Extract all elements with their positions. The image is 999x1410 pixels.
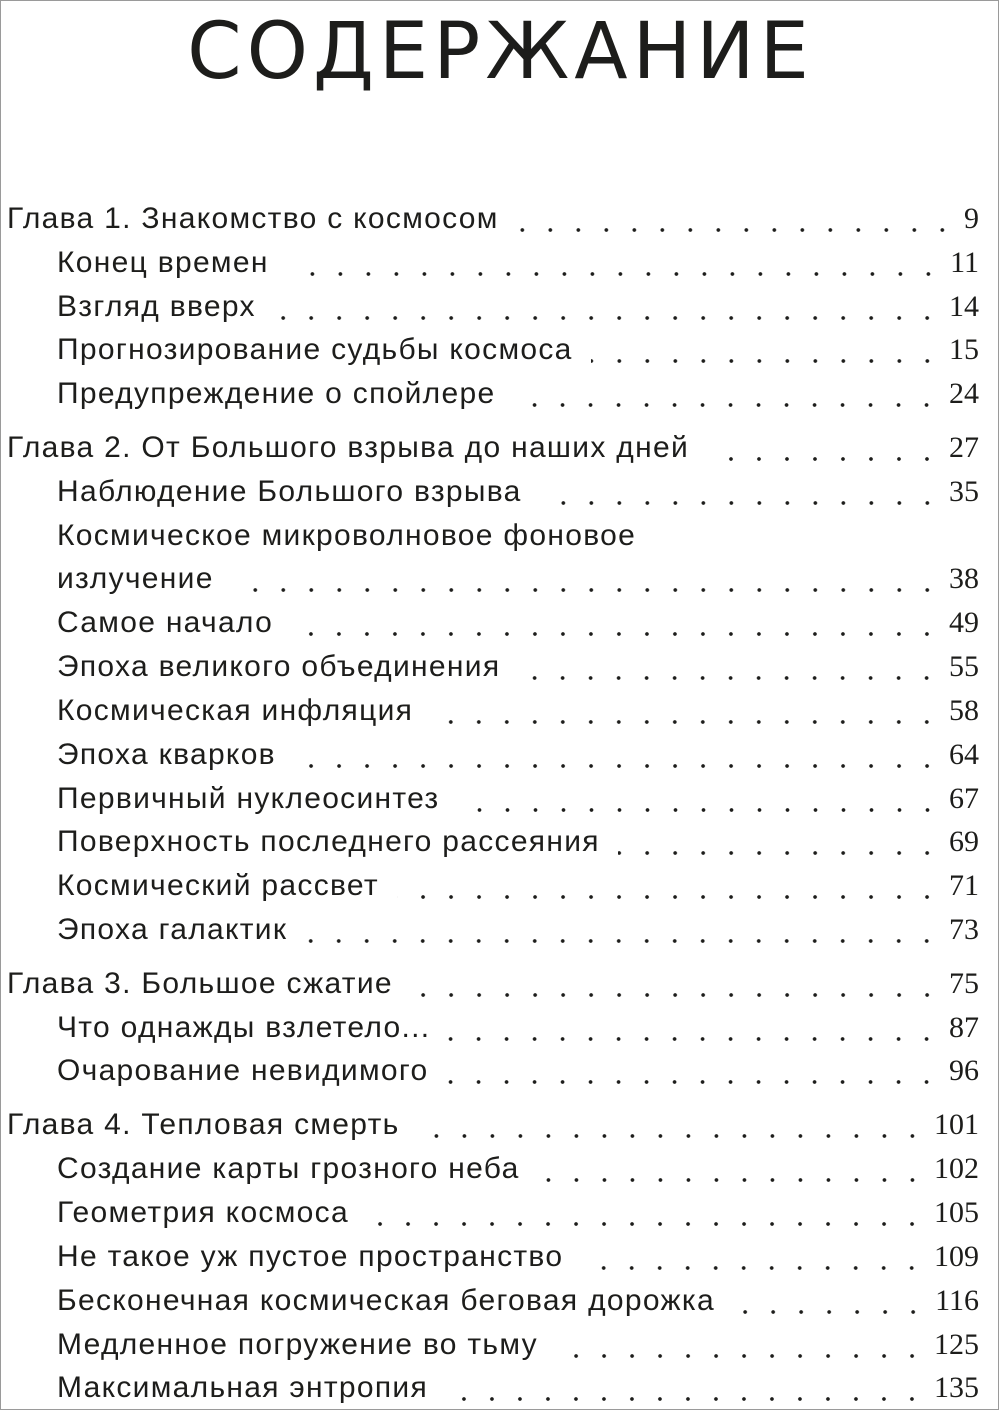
toc-page-number: 96 [949, 1054, 979, 1087]
toc-page-number: 38 [949, 562, 979, 595]
page-title: СОДЕРЖАНИЕ [187, 7, 814, 97]
toc-entry-title: Глава 3. Большое сжатие [7, 967, 393, 1000]
toc-page-number: 135 [934, 1371, 979, 1404]
dot-leader [448, 1008, 941, 1048]
toc-entry-title: Эпоха великого объединения [57, 650, 501, 683]
toc-page-number: 49 [949, 606, 979, 639]
toc-chapter[interactable] [7, 964, 979, 1004]
dot-leader [538, 1149, 926, 1189]
toc-entry-title: излучение [57, 562, 214, 595]
toc-entry-title: Не такое уж пустое пространство [57, 1240, 564, 1273]
dot-leader [294, 735, 941, 775]
dot-leader [397, 866, 941, 906]
toc-section[interactable] [57, 779, 979, 819]
toc-entry-title: Эпоха галактик [57, 913, 288, 946]
toc-page-number: 58 [949, 694, 979, 727]
dot-leader [591, 330, 941, 370]
dot-leader [431, 691, 941, 731]
toc-entry-title: Медленное погружение во тьму [57, 1328, 538, 1361]
toc-page-number: 67 [949, 782, 979, 815]
toc-page-number: 105 [934, 1196, 979, 1229]
toc-section[interactable] [57, 735, 979, 775]
dot-leader [446, 1368, 926, 1408]
toc-entry-title: Взгляд вверх [57, 290, 256, 323]
toc-section[interactable] [57, 1193, 979, 1233]
toc-section[interactable] [57, 822, 979, 862]
toc-entry-title: Предупреждение о спойлере [57, 377, 496, 410]
toc-section[interactable] [57, 691, 979, 731]
toc-entry-title: Что однажды взлетело... [57, 1011, 431, 1044]
toc-section[interactable] [57, 374, 979, 414]
toc-section[interactable] [57, 1325, 979, 1365]
toc-entry-title: Глава 1. Знакомство с космосом [7, 202, 499, 235]
toc-page-number: 101 [934, 1108, 979, 1141]
dot-leader [733, 1281, 927, 1321]
toc-section[interactable] [57, 647, 979, 687]
toc-entry-title: Наблюдение Большого взрыва [57, 475, 522, 508]
dot-leader [458, 779, 942, 819]
dot-leader [618, 822, 941, 862]
toc-section[interactable] [57, 1368, 979, 1408]
toc-section[interactable] [57, 1281, 979, 1321]
toc-entry-title: Глава 2. От Большого взрыва до наших дней [7, 431, 690, 464]
toc-chapter[interactable] [7, 1105, 979, 1145]
toc-page-number: 9 [964, 202, 979, 235]
toc-page-number: 109 [934, 1240, 979, 1273]
dot-leader [556, 1325, 926, 1365]
dot-leader [540, 472, 941, 512]
toc-entry-title: Геометрия космоса [57, 1196, 349, 1229]
toc-entry-title: Космическое микроволновое фоновое [57, 519, 637, 552]
toc-section[interactable] [57, 910, 979, 950]
toc-chapter[interactable] [7, 428, 979, 468]
dot-leader [518, 647, 941, 687]
dot-leader [274, 287, 941, 327]
toc-entry-title: Прогнозирование судьбы космоса [57, 333, 573, 366]
dot-leader [707, 428, 941, 468]
toc-page-number: 116 [935, 1284, 979, 1317]
toc-section[interactable] [57, 1237, 979, 1277]
toc-entry-title: Космический рассвет [57, 869, 379, 902]
dot-leader [513, 374, 941, 414]
toc-entry-title: Первичный нуклеосинтез [57, 782, 440, 815]
toc-page-number: 125 [934, 1328, 979, 1361]
toc-page-number: 27 [949, 431, 979, 464]
toc-page-number: 69 [949, 825, 979, 858]
toc-section[interactable] [57, 243, 979, 283]
toc-section[interactable] [57, 1051, 979, 1091]
toc-entry-title: Глава 4. Тепловая смерть [7, 1108, 400, 1141]
dot-leader [291, 603, 941, 643]
toc-section[interactable] [57, 1008, 979, 1048]
dot-leader [517, 199, 956, 239]
dot-leader [287, 243, 942, 283]
toc-entry-title: Очарование невидимого [57, 1054, 429, 1087]
toc-entry-title: Создание карты грозного неба [57, 1152, 520, 1185]
toc-page-number: 75 [949, 967, 979, 1000]
toc-page-number: 24 [949, 377, 979, 410]
toc-section[interactable] [57, 287, 979, 327]
toc-entry-title: Бесконечная космическая беговая дорожка [57, 1284, 715, 1317]
toc-page-number: 15 [949, 333, 979, 366]
toc-entry-title: Конец времен [57, 246, 269, 279]
toc-page-number: 35 [949, 475, 979, 508]
toc-page-number: 73 [949, 913, 979, 946]
dot-leader [367, 1193, 926, 1233]
toc-page-number: 87 [949, 1011, 979, 1044]
toc-section[interactable] [57, 866, 979, 906]
dot-leader [305, 910, 941, 950]
dot-leader [232, 559, 941, 599]
toc-page-number: 14 [949, 290, 979, 323]
toc-entry-title: Самое начало [57, 606, 274, 639]
toc-page-number: 55 [949, 650, 979, 683]
toc-page-number: 71 [949, 869, 979, 902]
toc-section[interactable] [57, 330, 979, 370]
toc-entry-title: Эпоха кварков [57, 738, 276, 771]
toc-section-line2[interactable] [57, 559, 979, 599]
toc-entry-title: Максимальная энтропия [57, 1371, 429, 1404]
toc-section[interactable] [57, 472, 979, 512]
toc-page-number: 64 [949, 738, 979, 771]
toc-section[interactable] [57, 1149, 979, 1189]
dot-leader [411, 964, 941, 1004]
dot-leader [418, 1105, 926, 1145]
toc-section[interactable] [57, 603, 979, 643]
toc-page-number: 11 [950, 246, 979, 279]
dot-leader [446, 1051, 941, 1091]
dot-leader [581, 1237, 926, 1277]
toc-chapter[interactable] [7, 199, 979, 239]
toc-page-number: 102 [934, 1152, 979, 1185]
toc-entry-title: Поверхность последнего рассеяния [57, 825, 600, 858]
toc-section-line1[interactable] [57, 516, 979, 556]
toc-entry-title: Космическая инфляция [57, 694, 414, 727]
